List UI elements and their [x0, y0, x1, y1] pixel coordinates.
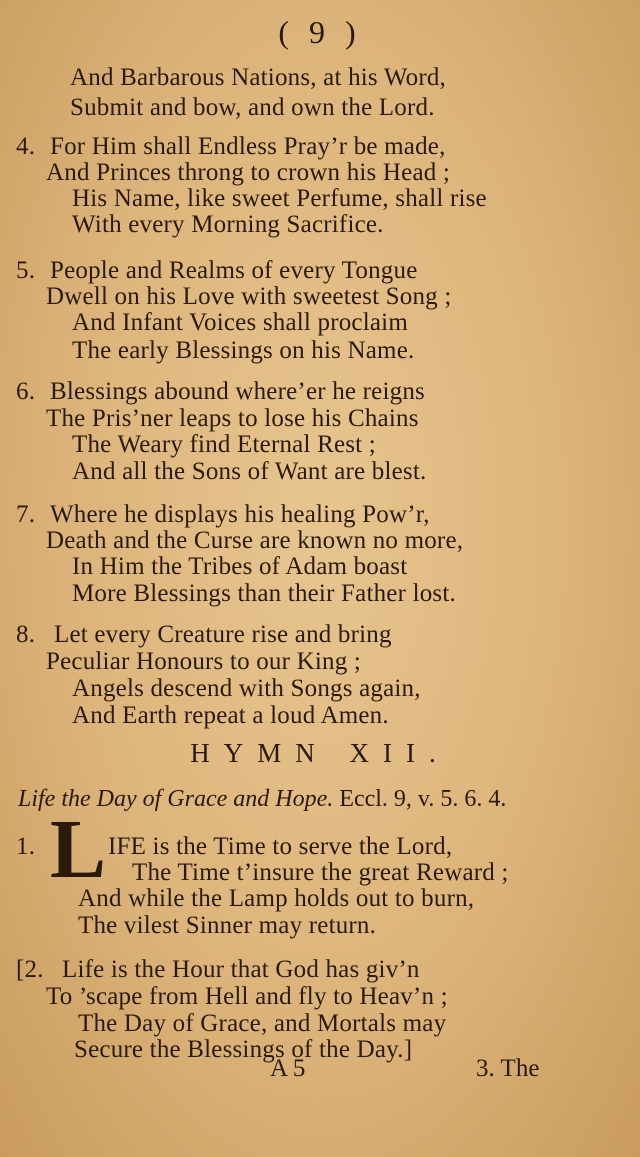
hymn-line: Submit and bow, and own the Lord. — [70, 94, 435, 121]
verse-number: 8. — [16, 621, 36, 648]
hymn-line: To ’scape from Hell and fly to Heav’n ; — [46, 983, 448, 1010]
hymn-line: In Him the Tribes of Adam boast — [72, 553, 408, 580]
verse-number: 4. — [16, 133, 36, 160]
hymn-line: The Day of Grace, and Mortals may — [78, 1010, 447, 1037]
hymn-line: Dwell on his Love with sweetest Song ; — [46, 283, 452, 310]
verse-number: 7. — [16, 501, 36, 528]
verse-number: 5. — [16, 257, 36, 284]
hymn-line: The vilest Sinner may return. — [78, 912, 377, 939]
verse-number: 6. — [16, 378, 36, 405]
hymn-line: People and Realms of every Tongue — [50, 257, 418, 284]
hymn-line: And Earth repeat a loud Amen. — [72, 702, 389, 729]
hymn-line: For Him shall Endless Pray’r be made, — [50, 133, 446, 160]
subtitle-italic: Life the Day of Grace and Hope. — [18, 786, 334, 812]
hymn-line: And Infant Voices shall proclaim — [72, 309, 408, 336]
scripture-reference: Eccl. 9, v. 5. 6. 4. — [339, 786, 507, 812]
hymn-line: And Princes throng to crown his Head ; — [46, 159, 451, 186]
hymn-line: With every Morning Sacrifice. — [72, 211, 384, 238]
hymn-line: Where he displays his healing Pow’r, — [50, 501, 430, 528]
page-number: ( 9 ) — [278, 14, 362, 50]
hymn-line: IFE is the Time to serve the Lord, — [108, 833, 453, 860]
hymn-line: And while the Lamp holds out to burn, — [78, 885, 475, 912]
hymn-line: The Time t’insure the great Reward ; — [132, 859, 509, 886]
hymn-line: Death and the Curse are known no more, — [46, 527, 464, 554]
hymn-line: Secure the Blessings of the Day.] — [74, 1036, 413, 1063]
hymn-line: Life is the Hour that God has giv’n — [62, 956, 420, 983]
hymn-line: The Pris’ner leaps to lose his Chains — [46, 405, 419, 432]
hymn-line: Angels descend with Songs again, — [72, 675, 421, 702]
hymn-line: Blessings abound where’er he reigns — [50, 378, 425, 405]
signature-mark: A 5 — [270, 1055, 306, 1082]
hymn-line: Peculiar Honours to our King ; — [46, 648, 361, 675]
drop-cap: L — [50, 803, 107, 896]
hymn-title: HYMN XII. — [190, 738, 450, 768]
hymn-line: His Name, like sweet Perfume, shall rise — [72, 185, 487, 212]
verse-number: 1. — [16, 833, 36, 860]
verse-number: [2. — [16, 956, 44, 983]
hymn-line: And Barbarous Nations, at his Word, — [70, 64, 447, 91]
hymn-line: More Blessings than their Father lost. — [72, 580, 456, 607]
hymn-line: The Weary find Eternal Rest ; — [72, 431, 376, 458]
hymn-line: And all the Sons of Want are blest. — [72, 458, 427, 485]
hymn-line: The early Blessings on his Name. — [72, 337, 415, 364]
catchword: 3. The — [476, 1055, 540, 1082]
hymn-line: Let every Creature rise and bring — [54, 621, 392, 648]
